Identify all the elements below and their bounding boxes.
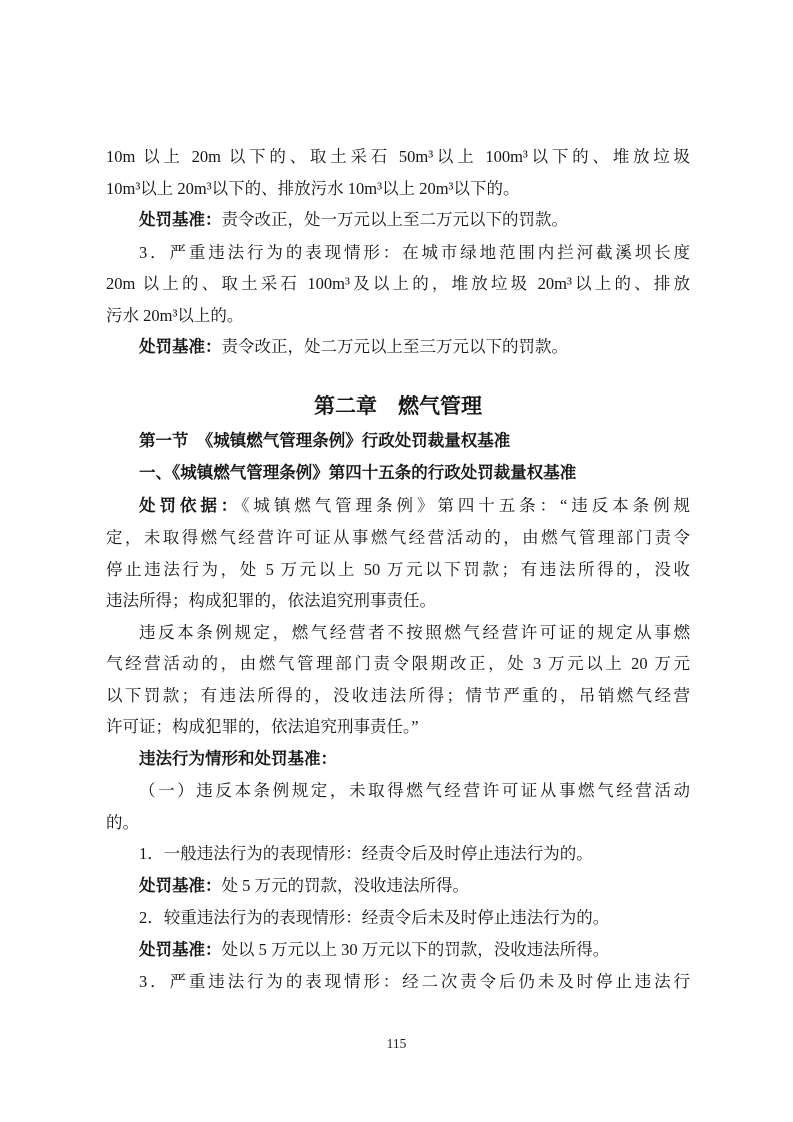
text-line bbox=[106, 807, 690, 839]
text-line bbox=[106, 743, 690, 776]
text-line bbox=[106, 331, 690, 364]
text-line bbox=[106, 425, 690, 458]
text-run: 责令改正，处二万元以上至三万元以下的罚款。 bbox=[221, 337, 568, 356]
text-run: 处 5 万元的罚款，没收违法所得。 bbox=[221, 875, 469, 895]
text-run: 的。 bbox=[106, 812, 139, 832]
document-content bbox=[106, 141, 690, 998]
text-run: 停止违法行为，处 5 万元以上 50 万元以下罚款；有违法所得的，没收 bbox=[106, 559, 690, 579]
text-line bbox=[106, 300, 690, 332]
text-run: 处以 5 万元以上 30 万元以下的罚款，没收违法所得。 bbox=[221, 939, 610, 959]
text-line bbox=[106, 648, 690, 680]
text-run: 1．一般违法行为的表现情形：经责令后及时停止违法行为的。 bbox=[139, 844, 593, 863]
text-run: 责令改正，处一万元以上至二万元以下的罚款。 bbox=[221, 210, 568, 229]
text-line bbox=[106, 966, 690, 998]
text-line bbox=[106, 838, 690, 870]
text-line bbox=[106, 680, 690, 712]
bold-label: 一、《城镇燃气管理条例》第四十五条的行政处罚裁量权基准 bbox=[139, 464, 577, 482]
text-run: 违法所得；构成犯罪的，依法追究刑事责任。 bbox=[106, 591, 436, 610]
text-line bbox=[106, 775, 690, 807]
text-line bbox=[106, 522, 690, 554]
text-line bbox=[106, 204, 690, 237]
text-line bbox=[106, 870, 690, 903]
text-line bbox=[106, 141, 690, 173]
bold-label: 违法行为情形和处罚基准： bbox=[139, 749, 337, 768]
bold-label: 处罚基准： bbox=[139, 940, 222, 959]
text-line bbox=[106, 711, 690, 743]
text-line bbox=[106, 934, 690, 967]
bold-label: 处罚基准： bbox=[139, 338, 222, 356]
text-line bbox=[106, 490, 690, 523]
text-line bbox=[106, 617, 690, 649]
text-run: 10m 以上 20m 以下的、取土采石 50m³以上 100m³以下的、堆放垃圾 bbox=[106, 147, 690, 166]
bold-label: 处罚依据： bbox=[139, 496, 242, 515]
text-run: 2．较重违法行为的表现情形：经责令后未及时停止违法行为的。 bbox=[139, 908, 610, 927]
text-run: 20m 以上的、取土采石 100m³及以上的，堆放垃圾 20m³以上的、排放 bbox=[106, 274, 690, 293]
text-line bbox=[106, 268, 690, 300]
text-run: 污水 20m³以上的。 bbox=[106, 305, 244, 325]
text-line bbox=[106, 237, 690, 269]
bold-label: 第二章 燃气管理 bbox=[314, 394, 482, 418]
text-run: （一）违反本条例规定，未取得燃气经营许可证从事燃气经营活动 bbox=[139, 781, 690, 800]
text-line bbox=[106, 585, 690, 617]
text-line bbox=[106, 173, 690, 205]
page-number: 115 bbox=[386, 1036, 407, 1051]
bold-label: 处罚基准： bbox=[139, 876, 222, 895]
text-run: 3．严重违法行为的表现情形：在城市绿地范围内拦河截溪坝长度 bbox=[139, 242, 690, 262]
bold-label: 第一节 《城镇燃气管理条例》行政处罚裁量权基准 bbox=[139, 431, 511, 450]
text-run: 10m³以上 20m³以下的、排放污水 10m³以上 20m³以下的。 bbox=[106, 178, 520, 198]
bold-label: 处罚基准： bbox=[139, 211, 222, 229]
text-run: 气经营活动的，由燃气管理部门责令限期改正，处 3 万元以上 20 万元 bbox=[106, 654, 690, 673]
text-run: 以下罚款；有违法所得的，没收违法所得；情节严重的，吊销燃气经营 bbox=[106, 685, 690, 705]
chapter-heading bbox=[106, 389, 690, 425]
text-line bbox=[106, 902, 690, 934]
text-run: 3．严重违法行为的表现情形：经二次责令后仍未及时停止违法行 bbox=[139, 972, 690, 991]
text-run: 定，未取得燃气经营许可证从事燃气经营活动的，由燃气管理部门责令 bbox=[106, 528, 690, 547]
text-line bbox=[106, 554, 690, 586]
text-run: 《城镇燃气管理条例》第四十五条：“违反本条例规 bbox=[241, 495, 691, 515]
text-run: 违反本条例规定，燃气经营者不按照燃气经营许可证的规定从事燃 bbox=[139, 622, 690, 642]
text-run: 许可证；构成犯罪的，依法追究刑事责任。” bbox=[106, 717, 419, 736]
text-line bbox=[106, 457, 690, 490]
